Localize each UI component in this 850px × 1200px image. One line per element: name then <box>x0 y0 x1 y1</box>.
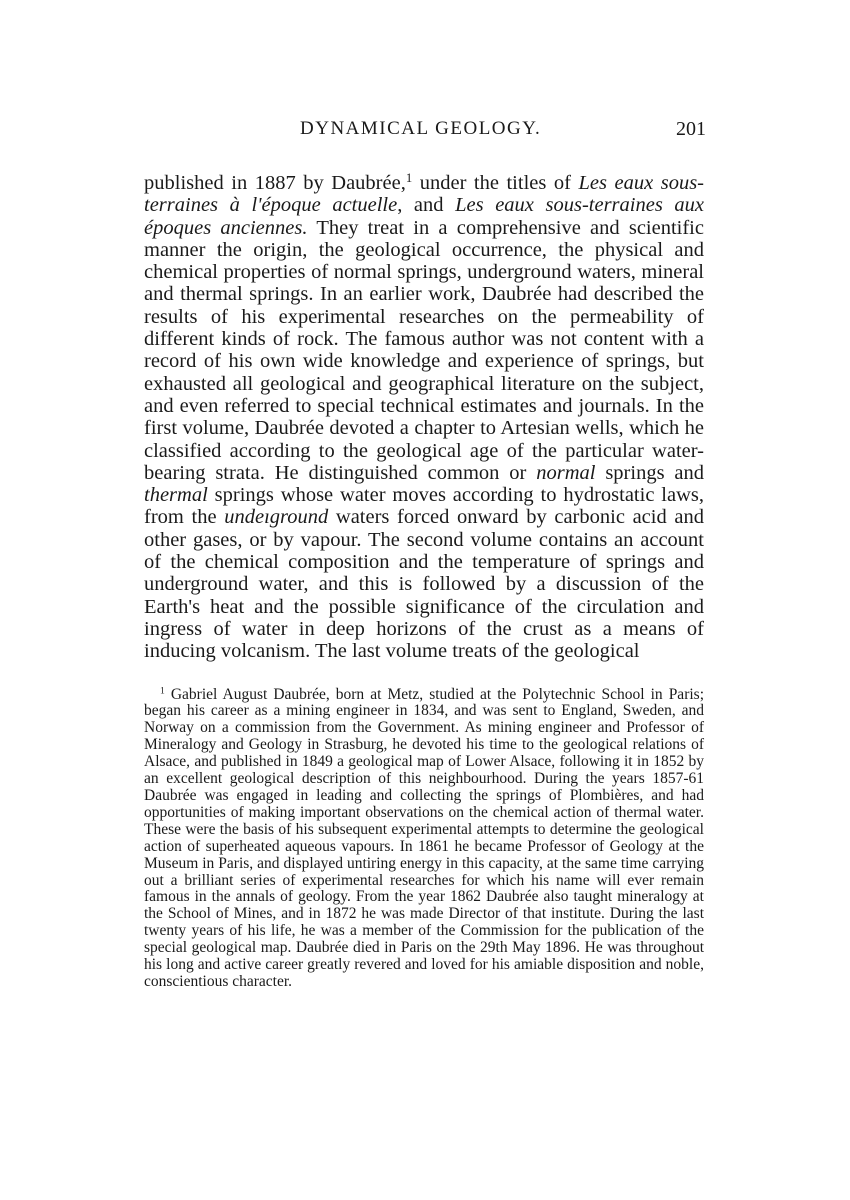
body-text-segment: springs whose water moves according to hydrostatic laws, from the <box>144 484 704 529</box>
italic-book-title: Les eaux sous-terraines aux époques anciennes. <box>144 194 704 239</box>
body-paragraph <box>144 172 704 663</box>
book-page <box>144 118 704 991</box>
italic-term: thermal <box>144 484 208 507</box>
footnote-text: Gabriel August Daubrée, born at Metz, studied at the Polytechnic School in Paris; began his career as a mining engineer in 1834, and was sent to England, Sweden, and Norway on a commission from the Government. As mining engineer and Professor of Mineralogy and Geology in Strasburg, he devoted his time to the geological relations of Alsace, and published in 1849 a geological map of Lower Alsace, following it in 1852 by an excellent geological description of this neighbourhood. During the years 1857-61 Daubrée was engaged in leading and collecting the springs of Plombières, and had opportunities of making important observations on the chemical action of thermal water. These were the basis of his subsequent experimental attempts to determine the geological action of superheated aqueous vapours. In 1861 he became Professor of Geology at the Museum in Paris, and displayed untiring energy in this capacity, at the same time carrying out a brilliant series of experimental researches for which his name will ever remain famous in the annals of geology. From the year 1862 Daubrée also taught mineralogy at the School of Mines, and in 1872 he was made Director of that institute. During the last twenty years of his life, he was a member of the Commission for the publication of the special geological map. Daubrée died in Paris on the 29th May 1896. He was throughout his long and active career greatly revered and loved for his amiable disposition and noble, conscientious character. <box>144 685 704 990</box>
italic-term: undeıground <box>224 506 329 529</box>
footnote <box>144 687 704 991</box>
body-text-segment: , and <box>397 194 456 217</box>
page-header <box>144 118 704 148</box>
italic-book-title: Les eaux sous-terraines à l'époque actuelle <box>144 172 704 217</box>
footnote-paragraph <box>144 687 704 991</box>
body-text-segment: springs and <box>595 461 705 484</box>
running-title: DYNAMICAL GEOLOGY. <box>300 118 542 139</box>
body-text-segment: published in 1887 by Daubrée, <box>144 172 406 194</box>
body-text-segment: waters forced onward by carbonic acid and other gases, or by vapour. The second volume contains an account of the chemical composition and the temperature of springs and underground water, and this is followed by a discussion of the Earth's heat and the possible significance of the circulation and ingress of water in deep horizons of the crust as a means of inducing volcanism. The last volume treats of the geological <box>144 506 704 663</box>
body-text-segment: They treat in a comprehensive and scientific manner the origin, the geological occurrence, the physical and chemical properties of normal springs, underground waters, mineral and thermal springs. In an earlier work, Daubrée had described the results of his experimental researches on the permeability of different kinds of rock. The famous author was not content with a record of his own wide knowledge and experience of springs, but exhausted all geological and geographical literature on the subject, and even referred to special technical estimates and journals. In the first volume, Daubrée devoted a chapter to Artesian wells, which he classified according to the geological age of the particular water-bearing strata. He distinguished common or <box>144 216 704 484</box>
main-text <box>144 172 704 663</box>
body-text-segment: under the titles of <box>412 172 579 194</box>
page-number: 201 <box>676 118 706 140</box>
italic-term: normal <box>536 461 596 484</box>
footnote-marker: 1 <box>160 685 165 697</box>
footnote-reference: 1 <box>405 171 413 186</box>
